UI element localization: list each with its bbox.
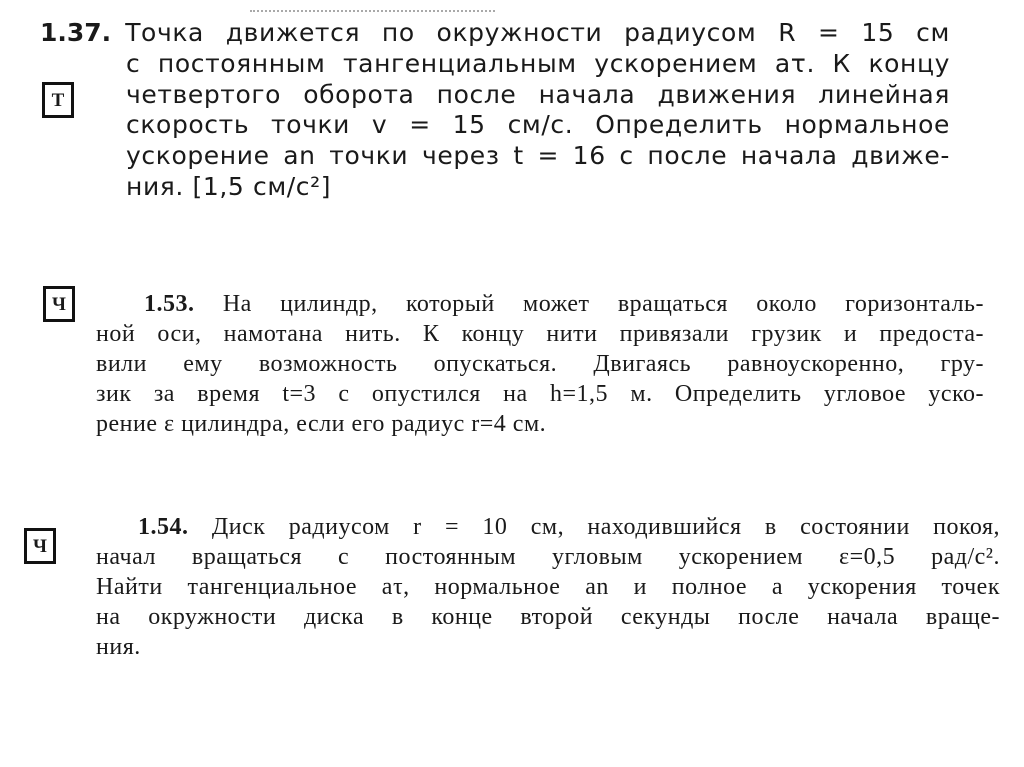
- problem-number: 1.54.: [138, 514, 189, 540]
- cropped-text-fragment: [250, 0, 495, 12]
- category-tag: Т: [42, 82, 74, 118]
- problem-1-37: [40, 18, 950, 203]
- problem-line: [96, 512, 1000, 542]
- problem-number: 1.37.: [40, 18, 112, 47]
- problem-text-line: ной оси, намотана нить. К концу нити привязали грузик и предоста-: [96, 321, 984, 347]
- problem-answer-line: ния. [1,5 см/с²]: [126, 171, 332, 201]
- problem-text-line: На цилиндр, который может вращаться около горизонталь-: [222, 291, 984, 317]
- problem-text-line: Диск радиусом r = 10 см, находившийся в состоянии покоя,: [211, 514, 1001, 540]
- problem-text-line: скорость точки v = 15 см/с. Определить нормальное: [126, 110, 950, 140]
- problem-text-line: начал вращаться с постоянным угловым ускорением ε=0,5 рад/с².: [96, 544, 1000, 570]
- problem-line: [40, 18, 950, 49]
- problem-text-line: на окружности диска в конце второй секунды после начала враще-: [96, 604, 1000, 630]
- problem-text-line: ускорение an точки через t = 16 с после начала движе-: [126, 141, 950, 171]
- category-tag: Ч: [24, 528, 56, 564]
- problem-line: [96, 289, 984, 319]
- problem-text-line: Найти тангенциальное aτ, нормальное an и полное a ускорения точек: [96, 574, 1000, 600]
- problem-text-line: вили ему возможность опускаться. Двигаясь равноускоренно, гру-: [96, 351, 984, 377]
- problem-text-line: зик за время t=3 с опустился на h=1,5 м. Определить угловое уско-: [96, 381, 984, 407]
- problem-text-line: с постоянным тангенциальным ускорением aτ. К концу: [126, 48, 950, 78]
- problem-1-54: [96, 512, 1000, 662]
- problem-text-line: четвертого оборота после начала движения линейная: [126, 79, 950, 109]
- problem-1-53: [96, 289, 984, 439]
- category-tag: Ч: [43, 286, 75, 322]
- problem-text-line: Точка движется по окружности радиусом R = 15 см: [125, 18, 950, 47]
- problem-text-line: рение ε цилиндра, если его радиус r=4 см.: [96, 411, 547, 437]
- problem-number: 1.53.: [144, 291, 195, 317]
- problem-text-line: ния.: [96, 634, 141, 660]
